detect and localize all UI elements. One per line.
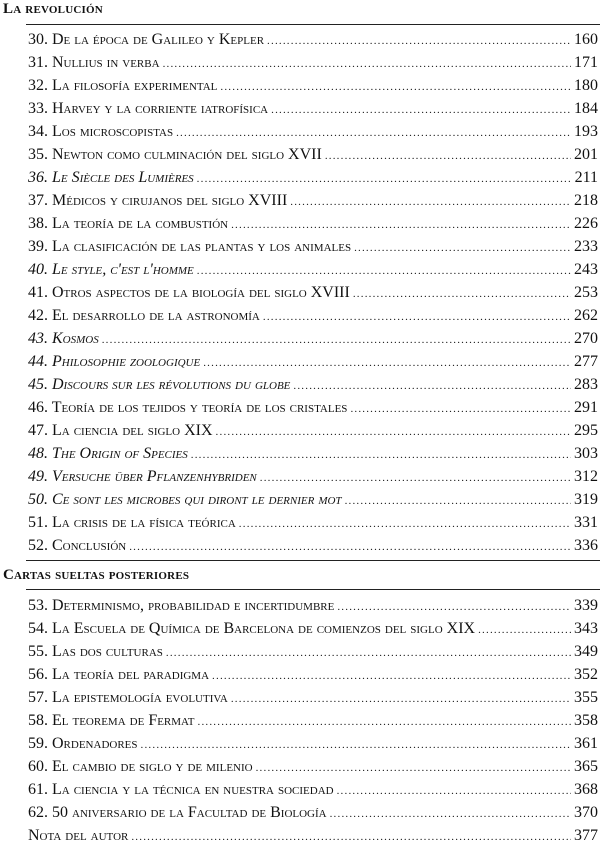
toc-entry[interactable] — [28, 190, 598, 212]
toc-entry-title: 40. Le style, c'est l'homme — [28, 261, 194, 278]
toc-entry[interactable] — [28, 466, 598, 488]
dot-leader — [337, 780, 571, 802]
toc-entry-title: 52. Conclusión — [28, 537, 127, 554]
toc-entry[interactable] — [28, 733, 598, 755]
toc-entry-page-number: 368 — [574, 781, 598, 798]
toc-entry-page-number: 303 — [574, 445, 598, 462]
toc-entry-page-number: 312 — [574, 468, 598, 485]
dot-leader — [350, 398, 571, 420]
dot-leader — [197, 260, 571, 282]
toc-entry[interactable] — [28, 213, 598, 235]
dot-leader — [163, 53, 571, 75]
toc-entry-title: 31. Nullius in verba — [28, 54, 160, 71]
toc-entry[interactable] — [28, 52, 598, 74]
toc-entry-title: Nota del autor — [28, 827, 129, 844]
toc-entry-title: 49. Versuche über Pflanzenhybriden — [28, 468, 257, 485]
toc-entry-page-number: 339 — [574, 597, 598, 614]
toc-entry-page-number: 201 — [574, 146, 598, 163]
toc-entry[interactable] — [28, 397, 598, 419]
toc-entry[interactable] — [28, 825, 598, 847]
dot-leader — [290, 191, 571, 213]
toc-entry[interactable] — [28, 443, 598, 465]
section-rule — [26, 560, 600, 561]
section-title-cartas-sueltas: Cartas sueltas posteriores — [3, 567, 190, 583]
toc-entry-title: 41. Otros aspectos de la biología del siglo XVIII — [28, 284, 350, 301]
toc-entry-page-number: 336 — [574, 537, 598, 554]
toc-entry[interactable] — [28, 641, 598, 663]
toc-entry[interactable] — [28, 802, 598, 824]
section-rule — [26, 24, 600, 25]
toc-entry[interactable] — [28, 710, 598, 732]
toc-entry-title: 58. El teorema de Fermat — [28, 712, 195, 729]
dot-leader — [231, 688, 571, 710]
toc-entry-page-number: 283 — [574, 376, 598, 393]
dot-leader — [271, 99, 571, 121]
toc-entry-page-number: 331 — [574, 514, 598, 531]
dot-leader — [353, 283, 571, 305]
dot-leader — [325, 145, 571, 167]
toc-entry[interactable] — [28, 259, 598, 281]
toc-entry-page-number: 355 — [574, 689, 598, 706]
dot-leader — [354, 237, 571, 259]
toc-entry-page-number: 193 — [574, 123, 598, 140]
toc-entry-page-number: 352 — [574, 666, 598, 683]
toc-entry-page-number: 184 — [574, 100, 598, 117]
toc-entry-title: 61. La ciencia y la técnica en nuestra sociedad — [28, 781, 334, 798]
toc-entry-title: 51. La crisis de la física teórica — [28, 514, 236, 531]
toc-entry-title: 35. Newton como culminación del siglo XVII — [28, 146, 322, 163]
toc-entry-page-number: 343 — [574, 620, 598, 637]
dot-leader — [239, 513, 571, 535]
dot-leader — [129, 536, 571, 558]
toc-entry-title: 38. La teoría de la combustión — [28, 215, 229, 232]
toc-entry-page-number: 171 — [574, 54, 598, 71]
dot-leader — [216, 421, 571, 443]
toc-entry-page-number: 370 — [574, 804, 598, 821]
toc-entry[interactable] — [28, 756, 598, 778]
dot-leader — [337, 596, 571, 618]
dot-leader — [293, 375, 571, 397]
dot-leader — [176, 122, 571, 144]
dot-leader — [191, 444, 571, 466]
dot-leader — [478, 619, 571, 641]
toc-entry-title: 59. Ordenadores — [28, 735, 138, 752]
dot-leader — [203, 352, 571, 374]
dot-leader — [166, 642, 571, 664]
toc-entry-page-number: 291 — [574, 399, 598, 416]
toc-entry-title: 56. La teoría del paradigma — [28, 666, 210, 683]
toc-entry-title: 34. Los microscopistas — [28, 123, 174, 140]
toc-entry-title: 60. El cambio de siglo y de milenio — [28, 758, 253, 775]
toc-entry[interactable] — [28, 167, 598, 189]
toc-entry[interactable] — [28, 328, 598, 350]
dot-leader — [102, 329, 571, 351]
toc-entry-page-number: 361 — [574, 735, 598, 752]
toc-entry[interactable] — [28, 374, 598, 396]
toc-entry-page-number: 262 — [574, 307, 598, 324]
toc-entry[interactable] — [28, 75, 598, 97]
toc-entry-page-number: 377 — [574, 827, 598, 844]
toc-entry[interactable] — [28, 98, 598, 120]
toc-entry-page-number: 243 — [574, 261, 598, 278]
toc-entry-title: 44. Philosophie zoologique — [28, 353, 201, 370]
section-rule — [26, 589, 600, 590]
dot-leader — [345, 490, 571, 512]
dot-leader — [198, 711, 572, 733]
toc-entry-title: 39. La clasificación de las plantas y los animales — [28, 238, 352, 255]
toc-entry-page-number: 270 — [574, 330, 598, 347]
toc-entry[interactable] — [28, 305, 598, 327]
toc-entry[interactable] — [28, 351, 598, 373]
toc-entry-title: 47. La ciencia del siglo XIX — [28, 422, 213, 439]
toc-entry[interactable] — [28, 236, 598, 258]
dot-leader — [267, 30, 571, 52]
toc-entry[interactable] — [28, 420, 598, 442]
dot-leader — [263, 306, 571, 328]
toc-entry-page-number: 160 — [574, 31, 598, 48]
toc-entry-title: 30. De la época de Galileo y Kepler — [28, 31, 265, 48]
toc-entry-title: 46. Teoría de los tejidos y teoría de los cristales — [28, 399, 348, 416]
dot-leader — [256, 757, 571, 779]
toc-entry-page-number: 211 — [574, 169, 598, 186]
dot-leader — [231, 214, 571, 236]
toc-entry[interactable] — [28, 512, 598, 534]
toc-entry[interactable] — [28, 618, 598, 640]
toc-entry-title: 57. La epistemología evolutiva — [28, 689, 228, 706]
toc-entry-page-number: 233 — [574, 238, 598, 255]
toc-entry[interactable] — [28, 144, 598, 166]
toc-entry[interactable] — [28, 595, 598, 617]
toc-entry-page-number: 295 — [574, 422, 598, 439]
toc-entry-title: 32. La filosofía experimental — [28, 77, 218, 94]
toc-entry-page-number: 319 — [574, 491, 598, 508]
dot-leader — [197, 168, 572, 190]
toc-entry-title: 53. Determinismo, probabilidad e incertidumbre — [28, 597, 335, 614]
toc-entry[interactable] — [28, 687, 598, 709]
dot-leader — [330, 803, 571, 825]
dot-leader — [212, 665, 571, 687]
toc-entry[interactable] — [28, 664, 598, 686]
toc-entry-page-number: 226 — [574, 215, 598, 232]
toc-entry-title: 48. The Origin of Species — [28, 445, 188, 462]
toc-entry[interactable] — [28, 282, 598, 304]
toc-entry-title: 54. La Escuela de Química de Barcelona de comienzos del siglo XIX — [28, 620, 476, 637]
toc-entry-page-number: 358 — [574, 712, 598, 729]
toc-entry-page-number: 349 — [574, 643, 598, 660]
dot-leader — [131, 826, 571, 848]
toc-entry[interactable] — [28, 29, 598, 51]
toc-entry-title: 42. El desarrollo de la astronomía — [28, 307, 260, 324]
toc-entry-page-number: 365 — [574, 758, 598, 775]
dot-leader — [141, 734, 571, 756]
dot-leader — [260, 467, 571, 489]
toc-entry-title: 33. Harvey y la corriente iatrofísica — [28, 100, 269, 117]
toc-entry-title: 55. Las dos culturas — [28, 643, 163, 660]
toc-entry-title: 62. 50 aniversario de la Facultad de Biología — [28, 804, 327, 821]
toc-entry-title: 43. Kosmos — [28, 330, 99, 347]
toc-entry-page-number: 218 — [574, 192, 598, 209]
toc-entry-title: 36. Le Siècle des Lumières — [28, 169, 194, 186]
section-title-la-revolucion: La revolución — [3, 1, 103, 17]
toc-entry-title: 50. Ce sont les microbes qui diront le dernier mot — [28, 491, 342, 508]
toc-entry[interactable] — [28, 535, 598, 557]
toc-entry-title: 37. Médicos y cirujanos del siglo XVIII — [28, 192, 288, 209]
toc-entry-page-number: 253 — [574, 284, 598, 301]
toc-entry-page-number: 277 — [574, 353, 598, 370]
toc-entry[interactable] — [28, 121, 598, 143]
dot-leader — [220, 76, 571, 98]
toc-entry-title: 45. Discours sur les révolutions du globe — [28, 376, 291, 393]
toc-entry[interactable] — [28, 489, 598, 511]
toc-entry[interactable] — [28, 779, 598, 801]
toc-entry-page-number: 180 — [574, 77, 598, 94]
